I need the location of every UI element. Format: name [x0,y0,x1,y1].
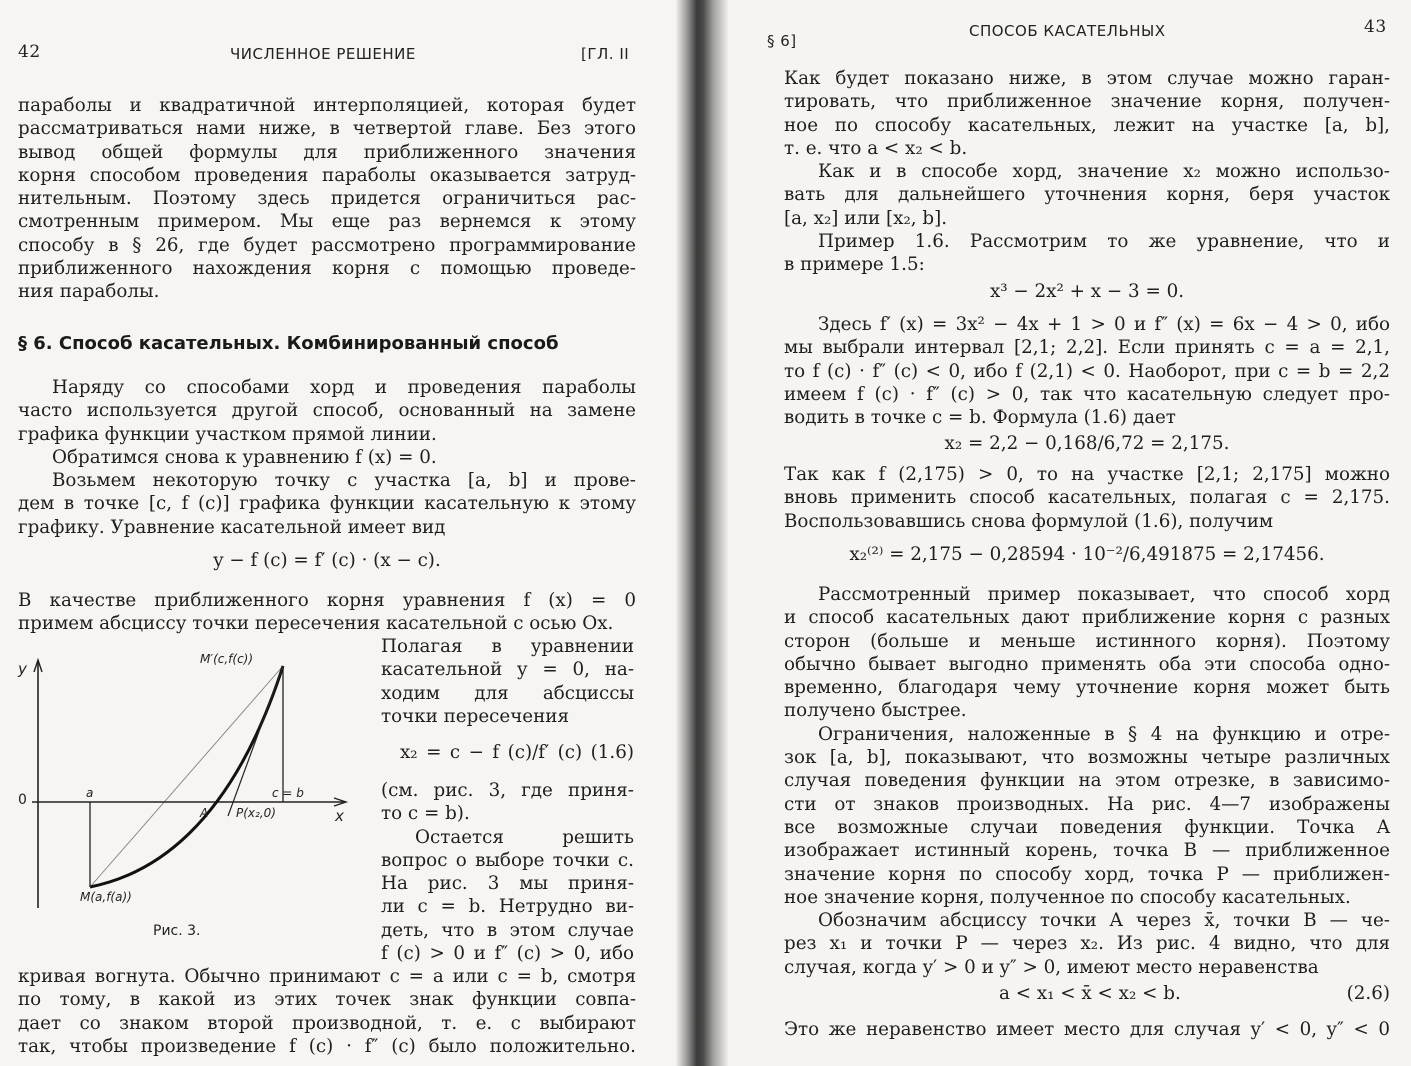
label-x: x [335,807,344,825]
formula [400,741,634,764]
text-line: f (c) > 0 и f″ (c) > 0, ибо [381,943,634,965]
text-line: Как будет показано ниже, в этом случае можно гаран- [784,68,1390,89]
text-line: Здесь f′ (x) = 3x² − 4x + 1 > 0 и f″ (x) = 6x − 4 > 0, ибо [818,314,1390,335]
formula-tag: (2.6) [1346,983,1390,1004]
label-origin: 0 [18,792,27,808]
text-line: ное по способу касательных, лежит на участке [a, b], [784,114,1390,136]
text-line: вновь применить способ касательных, полагая c = 2,175. [784,487,1390,509]
text-line: [a, x₂] или [x₂, b]. [784,207,948,229]
text-line: ния параболы. [18,281,160,303]
text-line: Ограничения, наложенные в § 4 на функцию и отре- [818,723,1390,745]
text-line: Наряду со способами хорд и проведения параболы [52,377,636,398]
text-line: Возьмем некоторую точку c участка [a, b] и прове- [52,470,636,492]
text-line: ходим для абсциссы [381,682,634,704]
text-line: обычно бывает выгодно применять оба эти способа одно- [784,653,1390,675]
text-line: Обратимся снова к уравнению f (x) = 0. [52,446,437,468]
text-line: все возможные случаи поведения функции. Точка A [784,816,1390,838]
text-line: зок [a, b], показывают, что возможны четыре различных [784,747,1390,769]
text-line: параболы и квадратичной интерполяцией, которая будет [18,95,636,116]
paragraph [784,583,1390,979]
text-line: Так как f (2,175) > 0, то на участке [2,1; 2,175] можно [784,464,1390,485]
label-P: P(x₂,0) [236,806,276,820]
side-paragraph [381,635,634,728]
formula-line: x₂ = 2,2 − 0,168/6,72 = 2,175. [944,433,1230,454]
text-line: т. е. что a < x₂ < b. [784,137,968,159]
text-line: так, чтобы произведение f (c) · f″ (c) было положительно. [18,1035,636,1057]
formula-line: x³ − 2x² + x − 3 = 0. [989,281,1185,302]
text-line: водить в точке c = b. Формула (1.6) дает [784,407,1176,429]
text-line: дает со знаком второй производной, т. е. c выбирают [18,1012,636,1034]
text-line: тировать, что приближенное значение корня, получен- [784,91,1390,113]
book-gutter [676,0,728,1066]
text-line: вать для дальнейшего уточнения корня, беря участок [784,184,1390,206]
formula [784,432,1390,455]
left-page [0,0,700,1066]
side-paragraph [381,779,634,965]
paragraph [18,376,636,539]
text-line: случая, когда y′ > 0 и y″ > 0, имеют место неравенства [784,956,1319,978]
paragraph [18,94,636,304]
text-line: Остается решить [415,826,634,848]
text-line: то c = b). [381,803,470,825]
text-line: Воспользовавшись снова формулой (1.6), получим [784,510,1274,532]
text-line: графика функции участком прямой линии. [18,423,437,445]
text-line: Это же неравенство имеет место для случая y′ < 0, y″ < 0 [784,1019,1390,1040]
text-line: примем абсциссу точки пересечения касательной с осью Ox. [18,613,614,635]
text-line: то f (c) · f″ (c) < 0, ибо f (2,1) < 0. Наоборот, при c = b = 2,2 [784,360,1390,382]
text-line: Обозначим абсциссу точки A через x̄, точки B — че- [818,910,1390,932]
text-line: значение корня по способу хорд, точка P — приближен- [784,863,1390,885]
text-line: В качестве приближенного корня уравнения f (x) = 0 [18,590,636,611]
text-line: рез x₁ и точки P — через x₂. Из рис. 4 видно, что для [784,933,1390,955]
text-line: корня способом проведения параболы оказывается затруд- [18,164,636,186]
text-line: вопрос о выборе точки c. [381,849,634,871]
formula [784,543,1390,566]
text-line: (см. рис. 3, где приня- [381,780,634,801]
text-line: ли c = b. Нетрудно ви- [381,896,634,918]
text-line: получено быстрее. [784,700,967,722]
formula-text: x₂ = c − f (c)/f′ (c) [400,742,583,763]
chapter-ref: [ГЛ. II [581,45,630,63]
formula [784,280,1390,303]
figure-caption: Рис. 3. [153,923,201,939]
text-line: рассматриваться нами ниже, в четвертой главе. Без этого [18,118,636,140]
text-line: имеем f (c) · f″ (c) > 0, так что касательную следует про- [784,383,1390,405]
text-line: случая поведения функции на этом отрезке, в зависимо- [784,770,1390,792]
chord-line [90,666,283,887]
text-line: временно, благодаря чему уточнение корня может быть [784,677,1390,699]
text-line: Рассмотренный пример показывает, что способ хорд [818,584,1390,605]
label-y: y [18,660,27,678]
page-number: 43 [1364,17,1387,37]
label-M-bottom: M(a,f(a)) [80,890,132,904]
text-line: в примере 1.5: [784,254,925,276]
text-line: На рис. 3 мы приня- [381,873,634,895]
text-line: нительным. Поэтому здесь придется ограничиться рас- [18,188,636,210]
figure-3 [0,640,380,950]
formula-line: x₂⁽²⁾ = 2,175 − 0,28594 · 10⁻²/6,491875 = 2,17456. [849,544,1325,565]
text-line: по тому, в какой из этих точек знак функции совпа- [18,989,636,1011]
label-M-top: M′(c,f(c)) [200,652,254,666]
paragraph [784,463,1390,533]
section-title: § 6. Способ касательных. Комбинированный способ [18,333,559,354]
running-head: ЧИСЛЕННОЕ РЕШЕНИЕ [230,45,416,63]
figure-3-graph [0,640,380,950]
text-line: часто используется другой способ, основанный на замене [18,400,636,422]
right-page [700,0,1411,1066]
text-line: Пример 1.6. Рассмотрим то же уравнение, что и [818,231,1390,253]
text-line: точки пересечения [381,705,570,727]
formula [18,549,636,572]
section-ref: § 6] [767,32,797,50]
text-line: изображает истинный корень, точка B — приближенное [784,840,1390,862]
paragraph [784,313,1390,429]
text-line: мы выбрали интервал [2,1; 2,2]. Если принять c = a = 2,1, [784,337,1390,359]
label-cb: c = b [272,786,304,800]
text-line: смотренным примером. Мы еще раз вернемся к этому [18,211,636,233]
text-line: сторон (больше и меньше истинного корня). Поэтому [784,630,1390,652]
label-A: A [200,806,209,820]
text-line: дем в точке [c, f (c)] графика функции касательную к этому [18,493,636,515]
formula-line [400,741,634,764]
text-line: касательной y = 0, на- [381,659,634,681]
text-line: и способ касательных дают приближение корня с разных [784,607,1390,629]
paragraph [18,965,636,1058]
running-head: СПОСОБ КАСАТЕЛЬНЫХ [969,22,1166,40]
text-line: графику. Уравнение касательной имеет вид [18,516,446,538]
formula-tag: (1.6) [590,742,635,763]
text-line: Как и в способе хорд, значение x₂ можно использо- [818,161,1390,183]
text-line: сти от знаков производных. На рис. 4—7 изображены [784,793,1390,815]
text-line: деть, что в этом случае [381,919,634,941]
page-number: 42 [18,42,41,62]
formula-line: y − f (c) = f′ (c) · (x − c). [213,550,441,571]
text-line: способу в § 26, где будет рассмотрено программирование [18,234,636,256]
formula-line: a < x₁ < x̄ < x₂ < b. [999,983,1181,1004]
text-line: Полагая в уравнении [381,636,634,657]
text-line: ное значение корня, полученное по способу касательных. [784,886,1351,908]
text-line: кривая вогнута. Обычно принимают c = a или c = b, смотря [18,966,636,987]
text-line: приближенного нахождения корня с помощью проведе- [18,258,636,280]
label-a: a [86,786,94,800]
paragraph [784,1018,1390,1041]
text-line: вывод общей формулы для приближенного значения [18,141,636,163]
paragraph [784,67,1390,277]
paragraph [18,589,636,636]
